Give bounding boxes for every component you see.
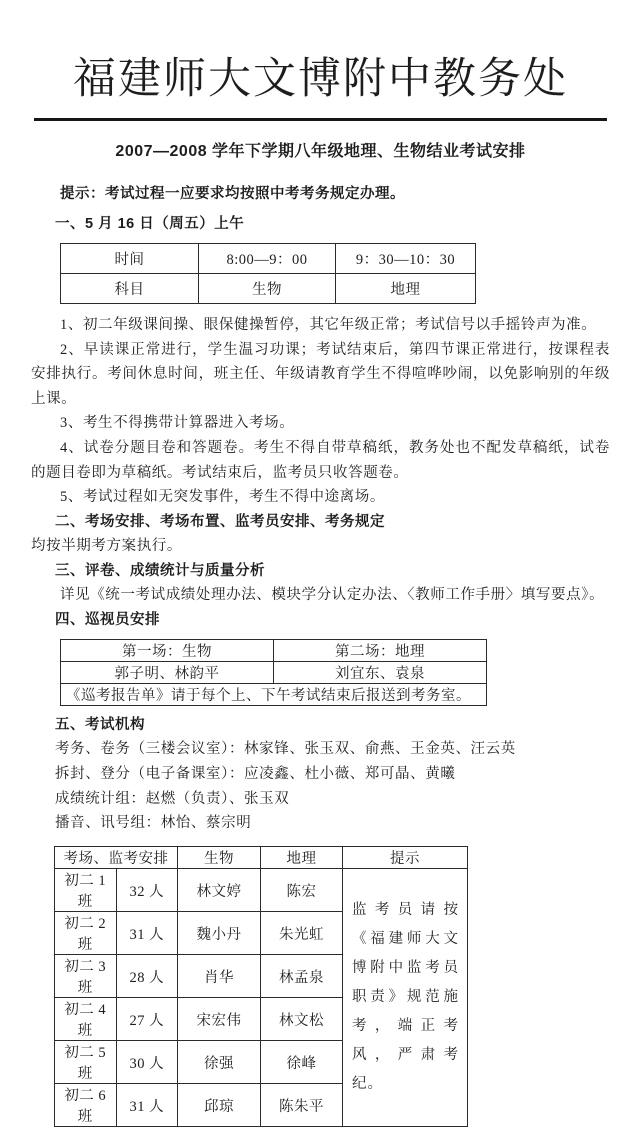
count-cell: 31 人: [116, 1084, 178, 1127]
biology-proctor-cell: 肖华: [178, 955, 261, 998]
header-rule: [34, 118, 607, 121]
section4-heading: 四、巡视员安排: [55, 612, 160, 629]
table-header-row: [55, 847, 468, 869]
session-cell: 第二场：地理: [274, 639, 487, 661]
rule-item-3: 3、考生不得携带计算器进入考场。: [60, 415, 295, 432]
biology-proctor-cell: 邱琼: [178, 1084, 261, 1127]
inspector-table: [60, 639, 487, 706]
org-title: 福建师大文博附中教务处: [73, 56, 568, 103]
schedule-cell: 科目: [61, 274, 199, 304]
org-line-broadcast: 播音、讯号组：林怡、蔡宗明: [55, 815, 252, 832]
section3-heading: 三、评卷、成绩统计与质量分析: [55, 562, 265, 579]
class-cell: 初二 3 班: [55, 955, 117, 998]
session-cell: 第一场：生物: [61, 639, 274, 661]
section1-heading: 一、5 月 16 日（周五）上午: [55, 215, 245, 232]
table-row: [61, 244, 476, 274]
rule-item-2: 2、早读课正常进行，学生温习功课；考试结束后，第四节课正常进行，按课程表安排执行。考间休息时间，班主任、年级请教育学生不得喧哗吵闹，以免影响别的年级上课。: [31, 341, 610, 407]
schedule-cell: 地理: [336, 274, 476, 304]
column-header: 地理: [261, 847, 343, 869]
section3-body: 详见《统一考试成绩处理办法、模块学分认定办法、〈教师工作手册〉填写要点》。: [60, 587, 605, 604]
table-row: [61, 639, 487, 661]
schedule-cell: 9：30—10：30: [336, 244, 476, 274]
section2-body: 均按半期考方案执行。: [31, 538, 182, 555]
doc-title: 2007—2008 学年下学期八年级地理、生物结业考试安排: [115, 142, 526, 160]
class-cell: 初二 5 班: [55, 1041, 117, 1084]
class-cell: 初二 1 班: [55, 869, 117, 912]
section2-heading: 二、考场安排、考场布置、监考员安排、考务规定: [55, 513, 385, 530]
rule-item-1: 1、初二年级课间操、眼保健操暂停，其它年级正常；考试信号以手摇铃声为准。: [60, 317, 597, 334]
column-header: 生物: [178, 847, 261, 869]
geography-proctor-cell: 徐峰: [261, 1041, 343, 1084]
count-cell: 28 人: [116, 955, 178, 998]
geography-proctor-cell: 陈朱平: [261, 1084, 343, 1127]
geography-proctor-cell: 朱光虹: [261, 912, 343, 955]
geography-proctor-cell: 林文松: [261, 998, 343, 1041]
class-cell: 初二 6 班: [55, 1084, 117, 1127]
tip-cell: 监考员请按《福建师大文博附中监考员职责》规范施考，端正考风，严肃考纪。: [343, 869, 468, 1127]
schedule-table: [60, 243, 476, 304]
rule-item-4: 4、试卷分题目卷和答题卷。考生不得自带草稿纸，教务处也不配发草稿纸，试卷的题目卷即为草稿纸。考试结束后，监考员只收答题卷。: [31, 440, 610, 481]
org-line-statistics: 成绩统计组：赵燃（负责）、张玉双: [55, 790, 290, 807]
section5-heading: 五、考试机构: [55, 716, 145, 733]
table-row: [55, 869, 468, 912]
class-cell: 初二 4 班: [55, 998, 117, 1041]
notice-line: 提示：考试过程一应要求均按照中考考务规定办理。: [60, 185, 405, 202]
geography-proctor-cell: 林孟泉: [261, 955, 343, 998]
geography-proctor-cell: 陈宏: [261, 869, 343, 912]
inspector-note: 《巡考报告单》请于每个上、下午考试结束后报送到考务室。: [61, 683, 487, 705]
biology-proctor-cell: 魏小丹: [178, 912, 261, 955]
schedule-cell: 8:00—9：00: [199, 244, 336, 274]
proctor-assignment-table: [54, 846, 468, 1127]
org-line-unsealing: 拆封、登分（电子备课室）：应凌鑫、杜小薇、郑可晶、黄曦: [55, 765, 456, 782]
table-row: [61, 683, 487, 705]
schedule-cell: 生物: [199, 274, 336, 304]
rule-item-5: 5、考试过程如无突发事件，考生不得中途离场。: [60, 489, 385, 506]
class-cell: 初二 2 班: [55, 912, 117, 955]
count-cell: 30 人: [116, 1041, 178, 1084]
column-header: 考场、监考安排: [55, 847, 178, 869]
inspector-cell: 郭子明、林韵平: [61, 661, 274, 683]
inspector-cell: 刘宜东、袁泉: [274, 661, 487, 683]
count-cell: 31 人: [116, 912, 178, 955]
biology-proctor-cell: 徐强: [178, 1041, 261, 1084]
org-line-exam-affairs: 考务、卷务（三楼会议室）：林家锋、张玉双、俞燕、王金英、汪云英: [55, 741, 516, 758]
count-cell: 27 人: [116, 998, 178, 1041]
column-header: 提示: [343, 847, 468, 869]
table-row: [61, 274, 476, 304]
biology-proctor-cell: 宋宏伟: [178, 998, 261, 1041]
schedule-cell: 时间: [61, 244, 199, 274]
biology-proctor-cell: 林文婷: [178, 869, 261, 912]
count-cell: 32 人: [116, 869, 178, 912]
table-row: [61, 661, 487, 683]
